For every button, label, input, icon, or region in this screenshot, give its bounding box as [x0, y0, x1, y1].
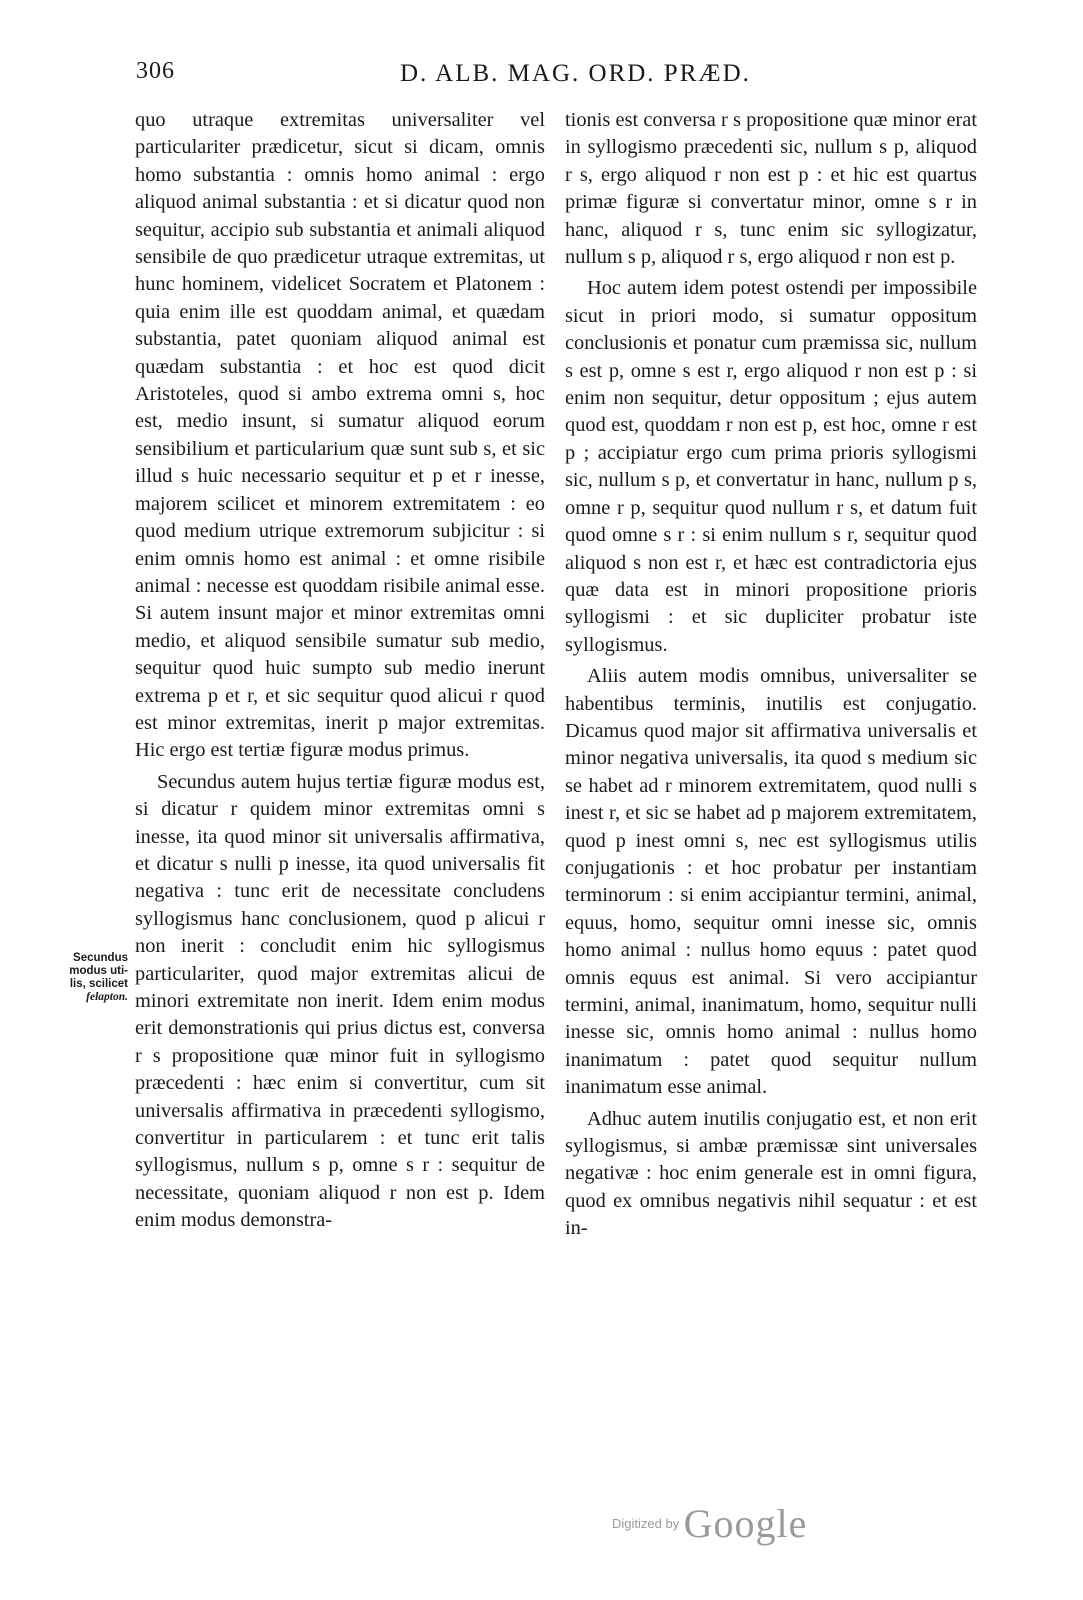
margin-note-line: lis, scilicet [69, 978, 128, 990]
running-head: D. ALB. MAG. ORD. PRÆD. [400, 60, 751, 87]
google-logo: Google [683, 1501, 808, 1546]
paragraph: Aliis autem modis omnibus, universaliter se habentibus terminis, inutilis est conjugatio. Dicamus quod major sit affirmativa universalis et minor negativa universalis, ita quod s medium sic se habet ad r minorem extremitatem, quod nulli s inest r, et sic se habet ad p majorem extremitatem, quod p inest omni s, nec est syllogismus utilis conjugationis : et hoc probatur per instantiam terminorum : si enim accipiantur termini, animal, equus, homo, sequitur omni inesse sic, omnis homo animal : nullus homo equus : patet quod omnis equus est animal. Si vero accipiantur termini, animal, inanimatum, homo, sequitur nulli inesse sic, omnis homo animal : nullus homo inanimatum : patet quod sequitur nullum inanimatum esse animal. [565, 665, 977, 1099]
left-column [135, 107, 545, 1235]
paragraph: Secundus autem hujus tertiæ figuræ modus est, si dicatur r quidem minor extremitas omni s inesse, ita quod minor sit universalis affirmativa, et dicatur s nulli p inesse, ita quod universalis fit negativa : tunc erit de necessitate concludens syllogismus hanc conclusionem, quod p alicui r non inerit : concludit enim hic syllogismus particulariter, quod major extremitas alicui de minori extremitate non inerit. Idem enim modus erit demonstrationis qui prius dictus est, conversa r s propositione quæ minor fuit in syllogismo præcedenti : hæc enim si convertitur, cum sit universalis affirmativa in præcedenti syllogismo, convertitur in particularem : et tunc erit talis syllogismus, nullum s p, omne s r : sequitur de necessitate, quoniam aliquod r non est p. Idem enim modus demonstra- [135, 770, 545, 1232]
paragraph: tionis est conversa r s propositione quæ minor erat in syllogismo præcedenti sic, nullum s p, aliquod r s, ergo aliquod r non est p : et hic est quartus primæ figuræ si convertatur minor, omne s r in hanc, aliquod r s, tunc enim sic syllogizatur, nullum s p, aliquod r s, ergo aliquod r non est p. [565, 109, 977, 269]
right-column [565, 107, 977, 1243]
margin-note-line: modus uti- [69, 965, 128, 977]
margin-note-line: felapton. [86, 991, 128, 1003]
digitized-label: Digitized by [612, 1516, 680, 1531]
margin-note [48, 952, 128, 1004]
paragraph: quo utraque extremitas universaliter vel particulariter prædicetur, sicut si dicam, omnis homo substantia : omnis homo animal : ergo aliquod animal substantia : et si dicatur quod non sequitur, accipio sub substantia et animali aliquod sensibile de quo prædicetur utraque extremitas, ut hunc hominem, videlicet Socratem et Platonem : quia enim ille est quoddam animal, et quædam substantia, patet quoniam aliquod animal est quædam substantia : et hoc est quod dicit Aristoteles, quod si ambo extrema omni s, hoc est, medio insunt, si sumatur aliquod eorum sensibilium et particularium quæ sunt sub s, et sic illud s huic necessario sequitur et p et r inesse, majorem scilicet et minorem extremitatem : eo quod medium utrique extremorum subjicitur : si enim omnis homo est animal : et omne risibile animal : necesse est quoddam risibile animal esse. Si autem insunt major et minor extremitas omni medio, et aliquod sensibile sumatur sub medio, sequitur quod huic sumpto sub medio inerunt extrema p et r, et sic sequitur quod alicui r quod est minor extremitas, inerit p major extremitas. Hic ergo est tertiæ figuræ modus primus. [135, 109, 545, 762]
page-number: 306 [136, 58, 175, 84]
digitized-watermark [612, 1500, 807, 1547]
margin-note-line: Secundus [73, 952, 128, 964]
paragraph: Hoc autem idem potest ostendi per impossibile sicut in priori modo, si sumatur oppositum conclusionis et ponatur cum præmissa sic, nullum s est p, omne s est r, ergo aliquod r non est p : si enim non sequitur, detur oppositum ; ejus autem quod est, quoddam r non est p, est hoc, omne r est p ; accipiatur ergo cum prima prioris syllogismi sic, nullum s p, et convertatur in hanc, nullum p s, omne r p, sequitur quod nullum r s, et datum fuit quod omne s r : si enim nullum s r, sequitur quod aliquod s non est r, et hæc est contradictoria ejus quæ data est in minori propositione prioris syllogismi : et sic dupliciter probatur iste syllogismus. [565, 277, 977, 656]
paragraph: Adhuc autem inutilis conjugatio est, et non erit syllogismus, si ambæ præmissæ sint universales negativæ : hoc enim generale est in omni figura, quod ex omnibus negativis nihil sequatur : et est in- [565, 1107, 977, 1240]
